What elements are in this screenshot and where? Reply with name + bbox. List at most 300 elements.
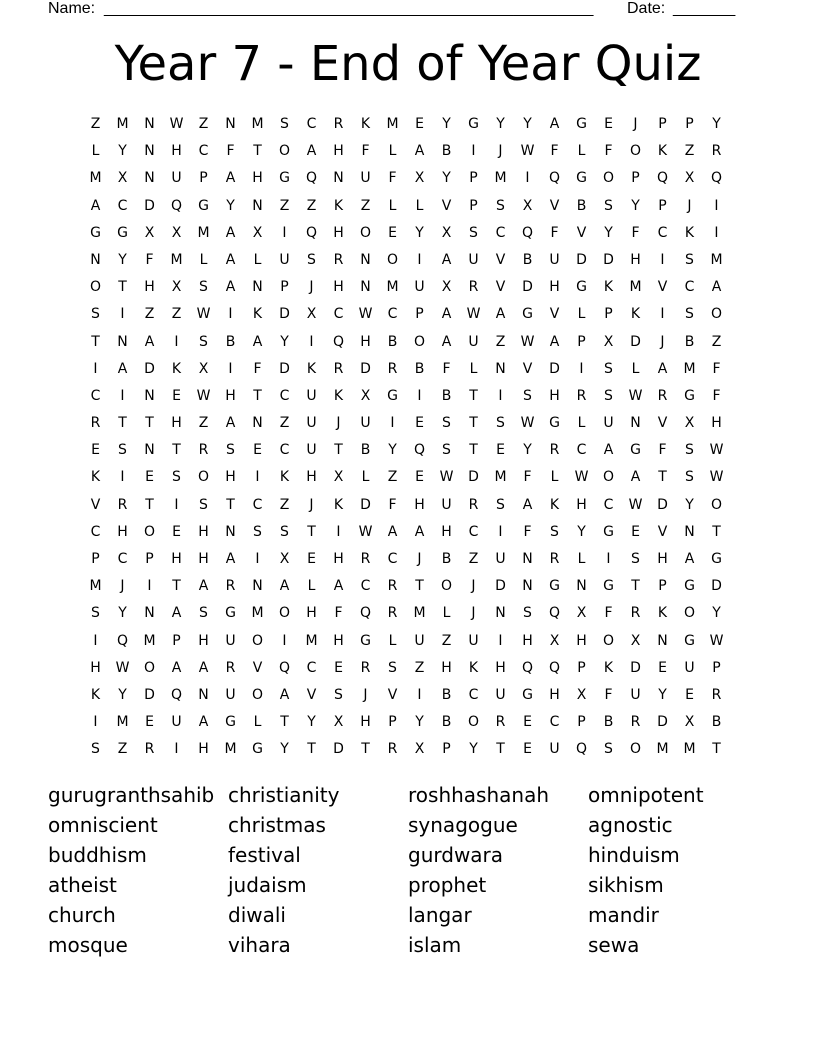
grid-letter: H	[414, 496, 425, 513]
grid-letter: Z	[117, 741, 128, 758]
word-bank-item: christianity	[228, 783, 340, 807]
grid-letter: X	[279, 551, 290, 567]
grid-letter: V	[549, 306, 560, 323]
grid-letter: D	[468, 469, 479, 486]
grid-letter: Y	[442, 170, 451, 187]
grid-letter: Y	[712, 116, 721, 132]
grid-letter: R	[387, 360, 398, 377]
grid-letter: Q	[278, 659, 291, 676]
grid-letter: K	[630, 306, 641, 323]
grid-letter: R	[630, 605, 641, 622]
grid-letter: A	[414, 143, 425, 160]
grid-letter: N	[144, 387, 155, 404]
grid-letter: W	[628, 496, 643, 513]
grid-letter: M	[386, 279, 399, 296]
grid-letter: F	[388, 170, 397, 187]
grid-letter: T	[226, 496, 235, 513]
grid-letter: J	[633, 116, 638, 132]
grid-letter: X	[171, 279, 182, 296]
grid-letter: E	[415, 415, 424, 432]
grid-row	[82, 658, 730, 685]
grid-letter: B	[684, 333, 695, 350]
grid-letter: H	[576, 632, 587, 649]
word-bank-item: islam	[408, 933, 462, 957]
word-bank-item: hinduism	[588, 843, 680, 867]
grid-letter: Z	[711, 333, 722, 350]
grid-letter: I	[498, 523, 503, 540]
grid-letter: T	[334, 442, 343, 459]
grid-letter: Y	[496, 116, 505, 132]
grid-letter: K	[549, 496, 560, 513]
grid-letter: Y	[469, 741, 478, 758]
grid-letter: G	[279, 170, 290, 187]
grid-letter: M	[251, 605, 264, 622]
grid-letter: L	[577, 143, 586, 160]
grid-letter: T	[712, 523, 721, 540]
grid-letter: I	[147, 578, 152, 595]
grid-letter: T	[280, 714, 289, 731]
grid-letter: C	[603, 496, 614, 513]
grid-letter: Z	[279, 415, 290, 432]
grid-letter: B	[360, 442, 371, 459]
grid-row	[82, 114, 730, 141]
grid-letter: I	[228, 360, 233, 377]
grid-letter: E	[145, 714, 154, 731]
word-bank-item: sewa	[588, 933, 640, 957]
grid-row	[82, 277, 730, 304]
grid-letter: M	[710, 251, 723, 268]
grid-row	[82, 522, 730, 549]
grid-letter: H	[225, 387, 236, 404]
grid-letter: C	[90, 387, 101, 404]
grid-letter: X	[306, 306, 317, 323]
grid-letter: E	[496, 442, 505, 459]
word-bank-item: christmas	[228, 813, 326, 837]
grid-letter: S	[388, 659, 397, 676]
grid-letter: F	[550, 143, 559, 160]
grid-letter: D	[360, 496, 371, 513]
grid-letter: B	[522, 251, 533, 268]
grid-letter: W	[196, 387, 211, 404]
grid-letter: F	[523, 469, 532, 486]
grid-letter: S	[604, 741, 613, 758]
grid-row	[82, 576, 730, 603]
grid-letter: Y	[388, 442, 397, 459]
grid-letter: A	[414, 523, 425, 540]
grid-letter: R	[576, 387, 587, 404]
grid-letter: P	[91, 551, 100, 567]
grid-letter: L	[415, 197, 424, 214]
grid-letter: N	[495, 605, 506, 622]
grid-letter: H	[225, 469, 236, 486]
grid-letter: H	[360, 714, 371, 731]
grid-letter: E	[415, 469, 424, 486]
grid-letter: H	[171, 415, 182, 432]
grid-letter: E	[91, 442, 100, 459]
grid-letter: K	[684, 224, 695, 241]
grid-letter: O	[413, 333, 426, 350]
grid-letter: V	[549, 197, 560, 214]
grid-letter: G	[225, 714, 236, 731]
word-bank-item: church	[48, 903, 116, 927]
grid-letter: P	[469, 197, 478, 214]
grid-letter: A	[225, 224, 236, 241]
grid-letter: Y	[685, 496, 694, 513]
grid-letter: I	[525, 170, 530, 187]
word-bank-item: gurugranthsahib	[48, 783, 215, 807]
grid-letter: O	[278, 605, 291, 622]
grid-letter: G	[576, 170, 587, 187]
grid-letter: C	[684, 279, 695, 296]
grid-letter: N	[495, 360, 506, 377]
grid-letter: L	[388, 143, 397, 160]
grid-letter: U	[603, 415, 614, 432]
grid-letter: C	[198, 143, 209, 160]
grid-letter: V	[306, 686, 317, 703]
grid-letter: H	[441, 659, 452, 676]
grid-letter: L	[199, 251, 208, 268]
grid-letter: Z	[144, 306, 155, 323]
grid-letter: F	[604, 605, 613, 622]
grid-letter: Q	[656, 170, 669, 187]
grid-letter: F	[388, 496, 397, 513]
grid-letter: O	[710, 496, 723, 513]
grid-letter: J	[417, 551, 422, 567]
grid-letter: Q	[521, 659, 534, 676]
grid-letter: D	[576, 251, 587, 268]
grid-letter: N	[252, 415, 263, 432]
grid-letter: R	[333, 251, 344, 268]
grid-letter: S	[685, 442, 694, 459]
grid-letter: W	[709, 469, 724, 486]
grid-letter: L	[253, 714, 262, 731]
grid-letter: S	[496, 415, 505, 432]
grid-letter: F	[226, 143, 235, 160]
grid-letter: A	[225, 415, 236, 432]
grid-letter: H	[333, 632, 344, 649]
grid-letter: I	[174, 496, 179, 513]
date-label: Date:	[627, 0, 666, 17]
word-bank-item: atheist	[48, 873, 117, 897]
grid-letter: I	[93, 360, 98, 377]
grid-letter: S	[307, 251, 316, 268]
grid-letter: A	[279, 686, 290, 703]
grid-letter: P	[442, 741, 451, 758]
grid-letter: N	[252, 578, 263, 595]
grid-letter: F	[145, 251, 154, 268]
grid-letter: O	[440, 578, 453, 595]
grid-letter: S	[118, 442, 127, 459]
grid-letter: Z	[171, 306, 182, 323]
word-bank-item: roshhashanah	[408, 783, 550, 807]
grid-letter: Z	[90, 116, 101, 132]
grid-letter: L	[469, 360, 478, 377]
grid-letter: M	[170, 251, 183, 268]
grid-letter: C	[117, 551, 128, 567]
grid-letter: N	[144, 116, 155, 132]
grid-letter: I	[309, 333, 314, 350]
grid-letter: D	[711, 578, 722, 595]
grid-letter: Q	[332, 333, 345, 350]
grid-letter: A	[171, 659, 182, 676]
grid-letter: F	[712, 387, 721, 404]
grid-letter: Y	[280, 741, 289, 758]
grid-letter: R	[117, 496, 128, 513]
grid-letter: B	[603, 714, 614, 731]
grid-letter: I	[174, 333, 179, 350]
grid-letter: C	[279, 442, 290, 459]
grid-letter: G	[549, 578, 560, 595]
grid-letter: D	[144, 686, 155, 703]
grid-row	[82, 712, 730, 739]
grid-letter: P	[388, 714, 397, 731]
grid-letter: X	[684, 170, 695, 187]
grid-letter: T	[307, 741, 316, 758]
grid-letter: T	[469, 415, 478, 432]
grid-letter: H	[90, 659, 101, 676]
grid-letter: U	[171, 170, 182, 187]
grid-letter: A	[684, 551, 695, 567]
grid-letter: V	[657, 415, 668, 432]
grid-letter: W	[169, 116, 184, 132]
grid-letter: I	[336, 523, 341, 540]
grid-letter: E	[307, 551, 316, 567]
grid-letter: A	[441, 306, 452, 323]
grid-letter: Y	[307, 714, 316, 731]
grid-row	[82, 250, 730, 277]
grid-letter: O	[467, 714, 480, 731]
grid-letter: B	[441, 714, 452, 731]
grid-letter: J	[120, 578, 125, 595]
grid-letter: X	[576, 686, 587, 703]
grid-letter: X	[684, 415, 695, 432]
grid-letter: Y	[442, 116, 451, 132]
grid-letter: A	[441, 251, 452, 268]
grid-letter: S	[280, 523, 289, 540]
grid-letter: G	[684, 578, 695, 595]
grid-letter: V	[576, 224, 587, 241]
grid-letter: A	[225, 251, 236, 268]
grid-letter: R	[549, 442, 560, 459]
grid-letter: A	[630, 469, 641, 486]
word-bank-item: diwali	[228, 903, 286, 927]
grid-letter: Y	[604, 224, 613, 241]
grid-letter: X	[198, 360, 209, 377]
grid-letter: V	[252, 659, 263, 676]
grid-letter: N	[360, 279, 371, 296]
grid-letter: V	[495, 279, 506, 296]
grid-letter: R	[630, 714, 641, 731]
grid-letter: S	[604, 387, 613, 404]
grid-letter: Y	[415, 714, 424, 731]
grid-letter: X	[333, 469, 344, 486]
grid-letter: D	[360, 360, 371, 377]
grid-letter: L	[361, 469, 370, 486]
grid-letter: R	[711, 686, 722, 703]
grid-letter: G	[603, 578, 614, 595]
grid-letter: W	[115, 659, 130, 676]
grid-letter: D	[549, 360, 560, 377]
grid-letter: I	[255, 551, 260, 567]
grid-letter: R	[468, 279, 479, 296]
grid-letter: C	[90, 523, 101, 540]
grid-letter: X	[549, 632, 560, 649]
grid-letter: X	[144, 224, 155, 241]
grid-letter: S	[631, 551, 640, 567]
grid-letter: M	[251, 116, 264, 132]
grid-letter: N	[90, 251, 101, 268]
grid-letter: M	[413, 605, 426, 622]
grid-letter: G	[387, 387, 398, 404]
grid-letter: T	[415, 578, 424, 595]
grid-letter: T	[118, 279, 127, 296]
grid-row	[82, 386, 730, 413]
grid-letter: C	[495, 224, 506, 241]
grid-letter: S	[199, 279, 208, 296]
grid-letter: J	[309, 279, 314, 296]
grid-row	[82, 549, 730, 576]
grid-letter: F	[253, 360, 262, 377]
grid-letter: S	[334, 686, 343, 703]
grid-letter: K	[333, 496, 344, 513]
grid-letter: G	[684, 632, 695, 649]
grid-letter: U	[360, 170, 371, 187]
grid-letter: P	[631, 170, 640, 187]
grid-letter: H	[333, 224, 344, 241]
grid-letter: N	[657, 632, 668, 649]
grid-letter: C	[360, 578, 371, 595]
grid-letter: G	[522, 686, 533, 703]
grid-letter: R	[360, 551, 371, 567]
name-blank-line: _______________________________________________________	[104, 0, 594, 17]
grid-letter: N	[522, 578, 533, 595]
grid-letter: F	[712, 360, 721, 377]
grid-letter: R	[387, 605, 398, 622]
grid-letter: M	[656, 741, 669, 758]
grid-letter: O	[251, 632, 264, 649]
grid-letter: Q	[413, 442, 426, 459]
grid-row	[82, 603, 730, 630]
grid-letter: H	[117, 523, 128, 540]
grid-letter: G	[630, 442, 641, 459]
grid-letter: A	[306, 143, 317, 160]
grid-letter: U	[549, 741, 560, 758]
grid-letter: P	[685, 116, 694, 132]
grid-letter: B	[441, 551, 452, 567]
grid-letter: V	[657, 523, 668, 540]
grid-letter: T	[658, 469, 667, 486]
grid-letter: N	[333, 170, 344, 187]
grid-letter: W	[520, 415, 535, 432]
grid-letter: O	[89, 279, 102, 296]
grid-letter: Z	[468, 551, 479, 567]
grid-letter: O	[143, 523, 156, 540]
grid-letter: M	[89, 170, 102, 187]
grid-letter: M	[224, 741, 237, 758]
grid-letter: H	[333, 279, 344, 296]
grid-letter: K	[657, 143, 668, 160]
grid-letter: H	[522, 632, 533, 649]
grid-letter: E	[334, 659, 343, 676]
grid-letter: L	[91, 143, 100, 160]
grid-letter: C	[117, 197, 128, 214]
grid-letter: E	[523, 741, 532, 758]
grid-letter: A	[225, 279, 236, 296]
grid-letter: P	[280, 279, 289, 296]
grid-letter: L	[307, 578, 316, 595]
grid-letter: M	[683, 360, 696, 377]
word-bank-item: mandir	[588, 903, 659, 927]
grid-letter: E	[253, 442, 262, 459]
grid-letter: H	[171, 143, 182, 160]
grid-letter: Y	[523, 116, 532, 132]
grid-letter: N	[225, 523, 236, 540]
grid-letter: I	[714, 224, 719, 241]
grid-letter: H	[333, 551, 344, 567]
date-blank-line: _______	[673, 0, 736, 17]
grid-letter: H	[198, 741, 209, 758]
grid-letter: U	[468, 632, 479, 649]
word-bank-item: synagogue	[408, 813, 518, 837]
grid-letter: H	[144, 279, 155, 296]
grid-row	[82, 332, 730, 359]
grid-letter: Q	[548, 659, 561, 676]
grid-letter: E	[388, 224, 397, 241]
grid-letter: F	[442, 360, 451, 377]
grid-letter: I	[660, 306, 665, 323]
grid-letter: X	[414, 170, 425, 187]
grid-letter: U	[306, 442, 317, 459]
grid-letter: H	[252, 170, 263, 187]
word-bank-column	[228, 780, 408, 960]
grid-letter: G	[117, 224, 128, 241]
grid-letter: O	[197, 469, 210, 486]
grid-letter: H	[171, 551, 182, 567]
grid-letter: I	[228, 306, 233, 323]
grid-letter: J	[471, 578, 476, 595]
grid-letter: A	[333, 578, 344, 595]
grid-letter: Q	[305, 170, 318, 187]
grid-letter: K	[468, 659, 479, 676]
grid-letter: R	[468, 496, 479, 513]
grid-row	[82, 359, 730, 386]
grid-letter: V	[441, 197, 452, 214]
grid-letter: I	[282, 632, 287, 649]
grid-letter: I	[579, 360, 584, 377]
grid-letter: H	[198, 632, 209, 649]
grid-letter: Z	[684, 143, 695, 160]
word-bank-item: omnipotent	[588, 783, 704, 807]
grid-letter: V	[522, 360, 533, 377]
grid-letter: H	[495, 659, 506, 676]
grid-letter: K	[171, 360, 182, 377]
grid-letter: X	[117, 170, 128, 187]
grid-letter: I	[498, 632, 503, 649]
grid-letter: Y	[118, 605, 127, 622]
word-bank-item: prophet	[408, 873, 487, 897]
grid-letter: M	[143, 632, 156, 649]
grid-letter: D	[279, 306, 290, 323]
grid-letter: O	[386, 251, 399, 268]
grid-letter: U	[225, 632, 236, 649]
grid-letter: X	[441, 224, 452, 241]
grid-letter: Q	[575, 741, 588, 758]
grid-letter: D	[495, 578, 506, 595]
grid-letter: P	[712, 659, 721, 676]
grid-letter: I	[93, 714, 98, 731]
grid-letter: H	[576, 496, 587, 513]
grid-letter: U	[171, 714, 182, 731]
